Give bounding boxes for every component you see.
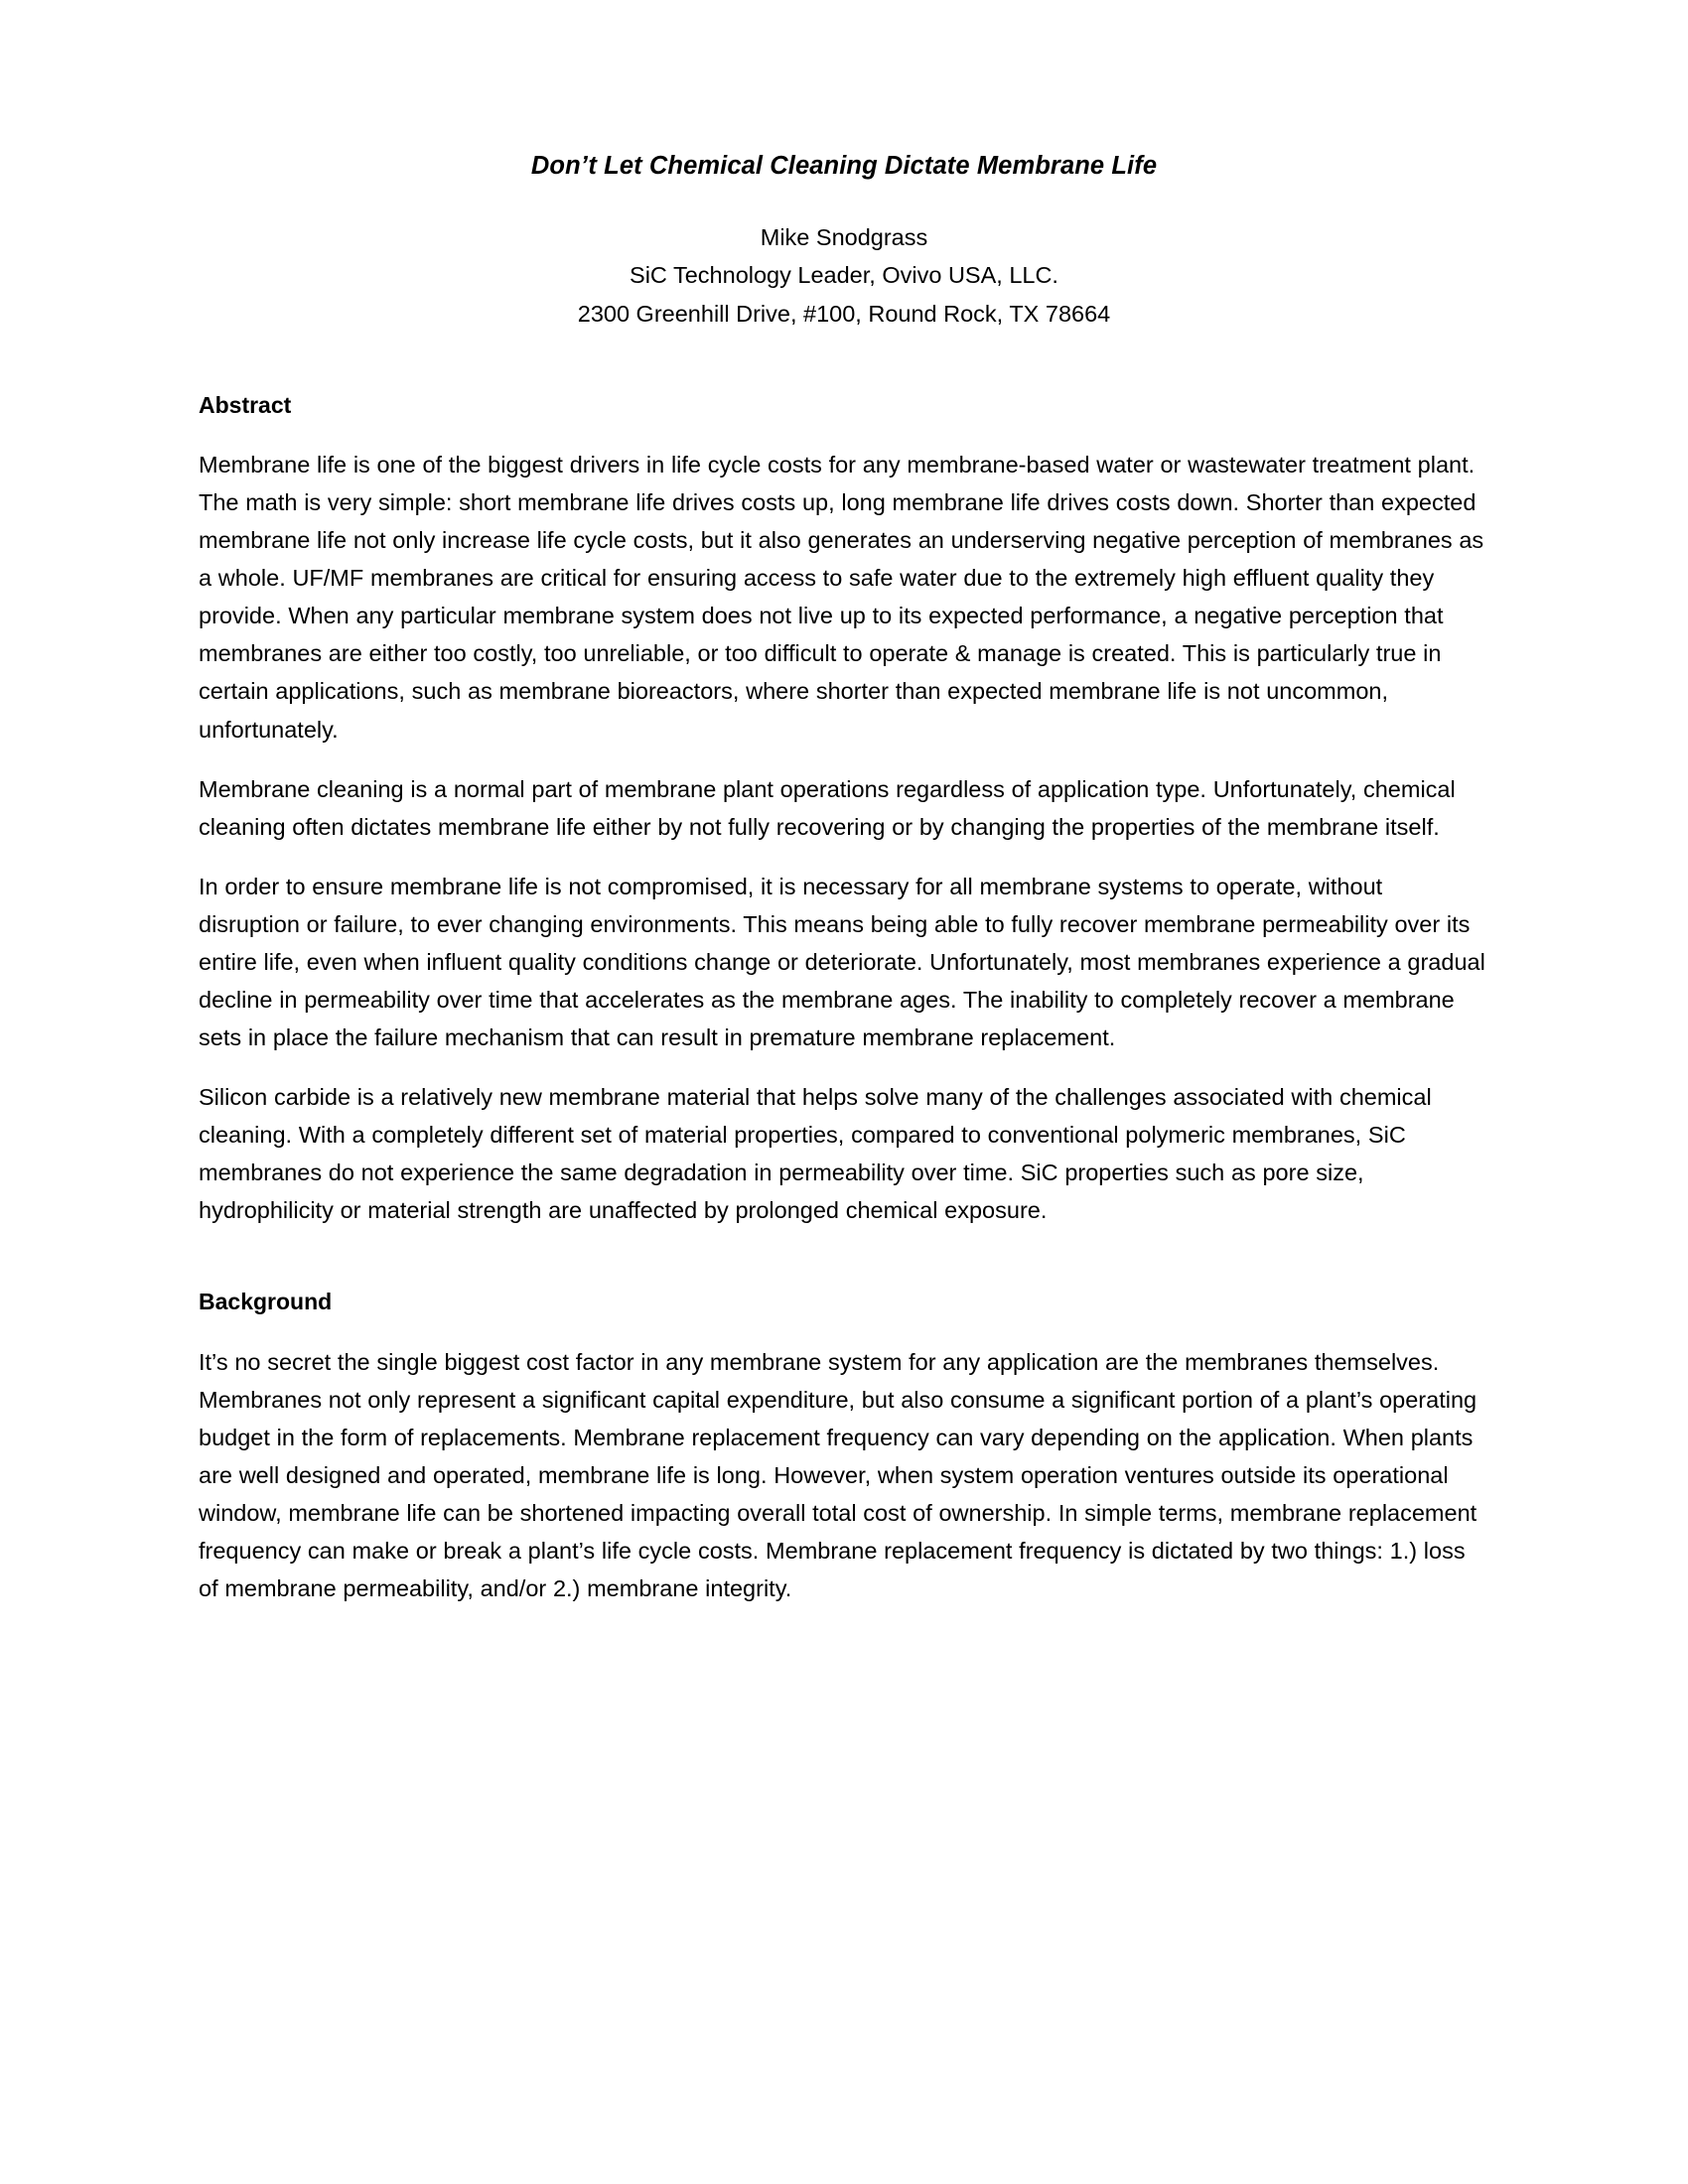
- author-affiliation: SiC Technology Leader, Ovivo USA, LLC.: [630, 262, 1058, 289]
- paragraph: It’s no secret the single biggest cost factor in any membrane system for any application are the membranes themselves. Membranes not only represent a significant capital expenditure, but also consume a significant portion of a plant’s operating budget in the form of replacements. Membrane replacement frequency can vary depending on the application. When plants are well designed and operated, membrane life is long. However, when system operation ventures outside its operational window, membrane life can be shortened impacting overall total cost of ownership. In simple terms, membrane replacement frequency can make or break a plant’s life cycle costs. Membrane replacement frequency is dictated by two things: 1.) loss of membrane permeability, and/or 2.) membrane integrity.: [199, 1348, 1477, 1602]
- author-address: 2300 Greenhill Drive, #100, Round Rock, TX 78664: [577, 300, 1111, 327]
- paragraph: Membrane life is one of the biggest drivers in life cycle costs for any membrane-based water or wastewater treatment plant. The math is very simple: short membrane life drives costs up, long membrane life drives costs down. Shorter than expected membrane life not only increase life cycle costs, but it also generates an underserving negative perception of membranes as a whole. UF/MF membranes are critical for ensuring access to safe water due to the extremely high effluent quality they provide. When any particular membrane system does not live up to its expected performance, a negative perception that membranes are either too costly, too unreliable, or too difficult to operate & manage is created. This is particularly true in certain applications, such as membrane bioreactors, where shorter than expected membrane life is not uncommon, unfortunately.: [199, 452, 1484, 743]
- page-title: Don’t Let Chemical Cleaning Dictate Membrane Life: [530, 152, 1158, 180]
- author-name: Mike Snodgrass: [760, 224, 928, 251]
- paragraph: Silicon carbide is a relatively new membrane material that helps solve many of the challenges associated with chemical cleaning. With a completely different set of material properties, compared to conventional polymeric membranes, SiC membranes do not experience the same degradation in permeability over time. SiC properties such as pore size, hydrophilicity or material strength are unaffected by prolonged chemical exposure.: [199, 1084, 1432, 1224]
- byline-block: [199, 218, 1489, 332]
- paragraph: In order to ensure membrane life is not compromised, it is necessary for all membrane systems to operate, without disruption or failure, to ever changing environments. This means being able to fully recover membrane permeability over its entire life, even when influent quality conditions change or deteriorate. Unfortunately, most membranes experience a gradual decline in permeability over time that accelerates as the membrane ages. The inability to completely recover a membrane sets in place the failure mechanism that can result in premature membrane replacement.: [199, 873, 1485, 1050]
- section-heading-background: Background: [199, 1289, 333, 1315]
- paragraph: Membrane cleaning is a normal part of membrane plant operations regardless of application type. Unfortunately, chemical cleaning often dictates membrane life either by not fully recovering or by changing the properties of the membrane itself.: [199, 775, 1456, 840]
- section-heading-abstract: Abstract: [199, 391, 292, 418]
